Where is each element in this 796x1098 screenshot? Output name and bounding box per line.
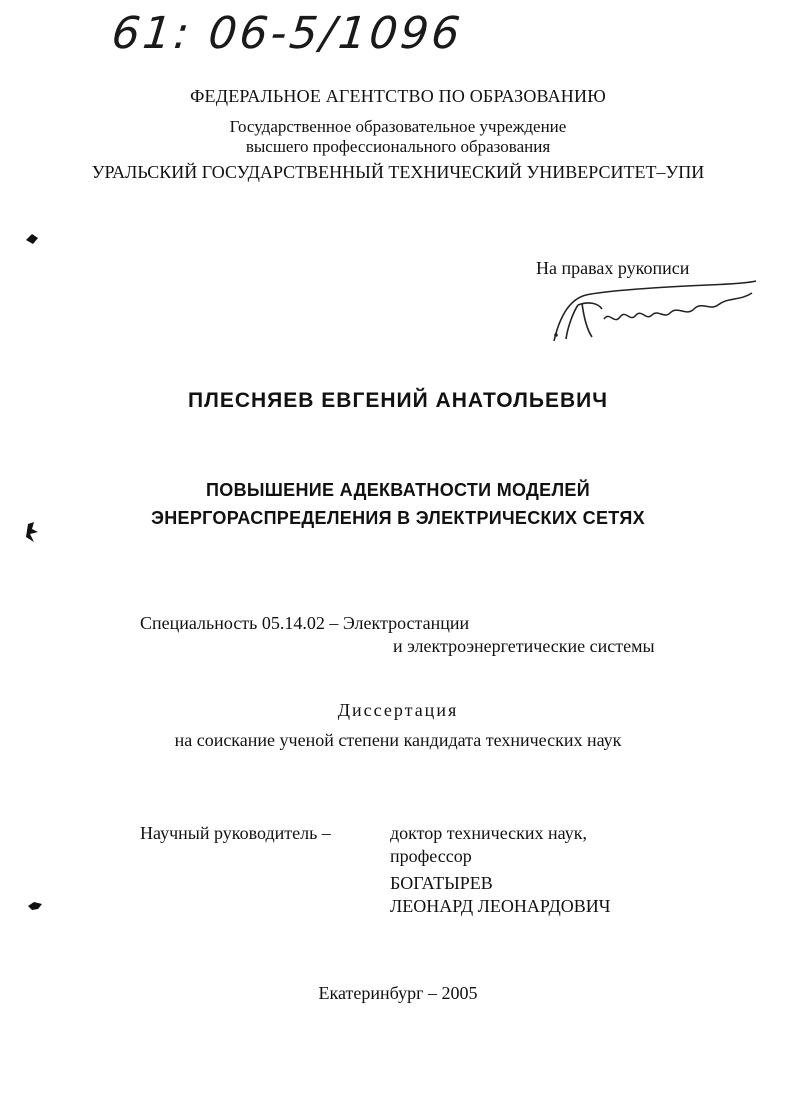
specialty-line-1: Специальность 05.14.02 – Электростанции [140,613,470,633]
supervisor-degree: доктор технических наук, [390,823,587,843]
place-and-year: Екатеринбург – 2005 [318,983,478,1003]
supervisor-given-names: ЛЕОНАРД ЛЕОНАРДОВИЧ [390,896,611,916]
supervisor-rank: профессор [390,846,472,866]
institution-line-2: высшего профессионального образования [245,137,551,156]
university-name: УРАЛЬСКИЙ ГОСУДАРСТВЕННЫЙ ТЕХНИЧЕСКИЙ УНИВЕРСИТЕТ–УПИ [91,162,705,182]
author-signature [548,275,760,347]
supervisor-surname: БОГАТЫРЕВ [390,873,493,893]
specialty-line-2: и электроэнергетические системы [393,636,655,656]
manuscript-rights-note: На правах рукописи [536,258,690,278]
supervisor-label: Научный руководитель – [140,823,331,843]
work-type: Диссертация [337,700,459,720]
agency-name: ФЕДЕРАЛЬНОЕ АГЕНТСТВО ПО ОБРАЗОВАНИЮ [190,86,606,106]
scan-speck [24,232,40,246]
archive-code-handwritten: 61: 06-5/1096 [109,8,466,59]
thesis-title-line-1: ПОВЫШЕНИЕ АДЕКВАТНОСТИ МОДЕЛЕЙ [206,480,590,500]
degree-statement: на соискание ученой степени кандидата технических наук [174,730,622,750]
scan-speck [26,900,46,912]
author-name: ПЛЕСНЯЕВ ЕВГЕНИЙ АНАТОЛЬЕВИЧ [188,389,608,412]
institution-line-1: Государственное образовательное учреждение [229,117,567,136]
thesis-title-line-2: ЭНЕРГОРАСПРЕДЕЛЕНИЯ В ЭЛЕКТРИЧЕСКИХ СЕТЯХ [151,508,645,528]
